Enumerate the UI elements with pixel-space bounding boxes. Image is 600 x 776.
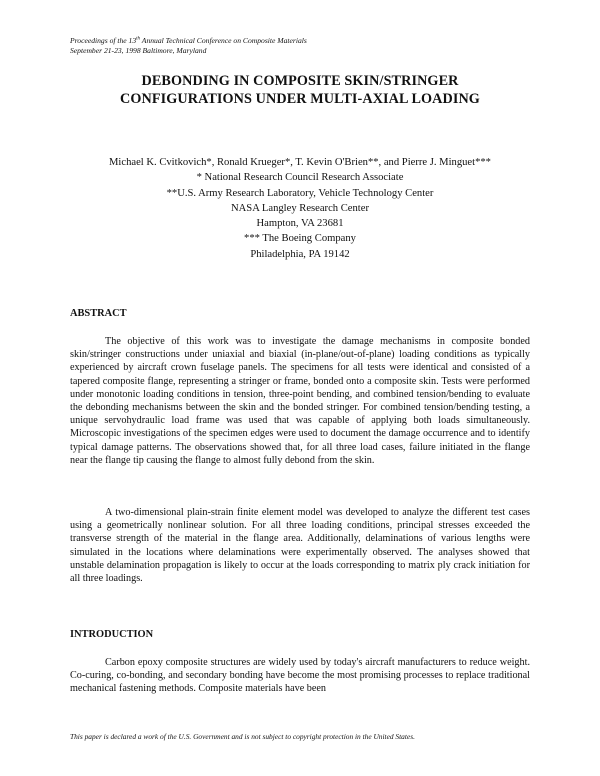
- affiliation-5: *** The Boeing Company: [244, 233, 356, 245]
- introduction-paragraph-1: Carbon epoxy composite structures are widely used by today's aircraft manufacturers to reduce weight. Co-curing, co-bonding, and secondary bonding have become the most promising processes to replace traditional mechanical fastening methods. Composite materials have been: [70, 657, 530, 695]
- affiliation-3: NASA Langley Research Center: [231, 202, 369, 214]
- affiliation-1: * National Research Council Research Associate: [196, 172, 404, 184]
- proceedings-line-1: Proceedings of the 13th Annual Technical Conference on Composite Materials: [70, 36, 307, 45]
- abstract-heading: ABSTRACT: [70, 308, 127, 319]
- affiliation-2: **U.S. Army Research Laboratory, Vehicle Technology Center: [166, 187, 434, 199]
- affiliation-6: Philadelphia, PA 19142: [250, 248, 350, 260]
- affiliation-4: Hampton, VA 23681: [256, 218, 344, 230]
- title-line-1: DEBONDING IN COMPOSITE SKIN/STRINGER: [141, 73, 459, 89]
- author-names: Michael K. Cvitkovich*, Ronald Krueger*, T. Kevin O'Brien**, and Pierre J. Minguet***: [109, 157, 491, 168]
- introduction-heading: INTRODUCTION: [70, 629, 154, 640]
- title-line-2: CONFIGURATIONS UNDER MULTI-AXIAL LOADING: [120, 91, 480, 107]
- proceedings-line-2: September 21-23, 1998 Baltimore, Maryland: [70, 46, 207, 55]
- proceedings-header: [70, 36, 307, 56]
- author-block: [60, 155, 540, 262]
- abstract-paragraph-2: A two-dimensional plain-strain finite element model was developed to analyze the different test cases using a geometrically nonlinear solution. For all three loading conditions, principal stresses exceeded the transverse strength of the material in the flange area. Additionally, delaminations of various lengths were simulated in the locations where delaminations were experimentally observed. The analyses showed that unstable delamination propagation is likely to occur at the loads corresponding to matrix ply crack initiation for all three loadings.: [70, 507, 530, 585]
- copyright-footer: This paper is declared a work of the U.S. Government and is not subject to copyright protection in the United States.: [70, 732, 415, 741]
- paper-title: [60, 72, 540, 108]
- abstract-paragraph-1: The objective of this work was to investigate the damage mechanisms in composite bonded skin/stringer constructions under uniaxial and biaxial (in-plane/out-of-plane) loading conditions as typically experienced by aircraft crown fuselage panels. The specimens for all tests were identical and consisted of a tapered composite flange, representing a stringer or frame, bonded onto a composite skin. Tests were performed under monotonic loading conditions in tension, three-point bending, and combined tension/bending to evaluate the debonding mechanisms between the skin and the bonded stringer. For combined tension/bending testing, a unique servohydraulic load frame was used that was capable of applying both loads simultaneously. Microscopic investigations of the specimen edges were used to document the damage occurrence and to identify typical damage patterns. The observations showed that, for all three load cases, failure initiated in the flange near the flange tip causing the flange to almost fully debond from the skin.: [70, 336, 530, 466]
